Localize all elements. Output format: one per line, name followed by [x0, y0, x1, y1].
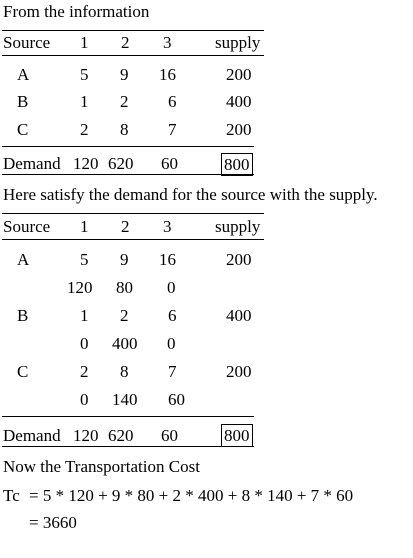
demand-bottom-rule: [2, 174, 254, 175]
header-col-1: 1: [80, 217, 89, 236]
header-source: Source: [3, 33, 51, 52]
demand-total-box: 800: [221, 424, 253, 447]
cost-cell: 5: [80, 250, 89, 269]
header-col-2: 2: [121, 33, 130, 52]
header-col-2: 2: [121, 217, 130, 236]
cost-cell: 16: [159, 65, 176, 84]
header-rule: [2, 55, 264, 56]
cost-cell: 8: [120, 120, 129, 139]
supply-cell: 200: [226, 250, 252, 269]
cost-cell: 6: [168, 92, 177, 111]
header-supply: supply: [215, 217, 261, 236]
header-source: Source: [3, 217, 51, 236]
satisfy-text: Here satisfy the demand for the source with the supply.: [3, 185, 378, 204]
cost-title: Now the Transportation Cost: [3, 457, 200, 476]
allocation-cell: 60: [168, 390, 185, 409]
header-rule: [2, 239, 264, 240]
supply-cell: 200: [226, 362, 252, 381]
row-label: C: [17, 120, 29, 139]
demand-total-box: 800: [221, 153, 253, 176]
cost-cell: 9: [120, 250, 129, 269]
allocation-cell: 0: [80, 390, 89, 409]
header-supply: supply: [215, 33, 261, 52]
demand-cell: 60: [161, 154, 178, 173]
demand-bottom-rule: [2, 446, 254, 447]
intro-text: From the information: [3, 2, 150, 21]
supply-cell: 400: [226, 92, 252, 111]
cost-label: Tc: [3, 486, 20, 505]
cost-cell: 9: [120, 65, 129, 84]
supply-cell: 200: [226, 65, 252, 84]
cost-cell: 16: [159, 250, 176, 269]
cost-cell: 1: [80, 306, 89, 325]
cost-cell: 6: [168, 306, 177, 325]
cost-cell: 2: [80, 362, 89, 381]
cost-cell: 7: [168, 362, 177, 381]
allocation-cell: 80: [116, 278, 133, 297]
allocation-cell: 0: [167, 278, 176, 297]
row-label: A: [17, 250, 30, 269]
allocation-cell: 0: [167, 334, 176, 353]
supply-cell: 400: [226, 306, 252, 325]
demand-cell: 620: [108, 426, 134, 445]
demand-cell: 60: [161, 426, 178, 445]
table-top-rule: [2, 213, 264, 214]
row-label: C: [17, 362, 29, 381]
cost-expression: = 5 * 120 + 9 * 80 + 2 * 400 + 8 * 140 + 7 * 60: [29, 486, 354, 505]
cost-cell: 2: [80, 120, 89, 139]
allocation-cell: 120: [67, 278, 93, 297]
header-col-1: 1: [80, 33, 89, 52]
demand-top-rule: [2, 416, 254, 417]
demand-label: Demand: [3, 154, 61, 173]
cost-cell: 2: [120, 92, 129, 111]
supply-cell: 200: [226, 120, 252, 139]
cost-cell: 5: [80, 65, 89, 84]
demand-top-rule: [2, 146, 254, 147]
cost-cell: 7: [168, 120, 177, 139]
cost-cell: 8: [120, 362, 129, 381]
cost-result: = 3660: [29, 513, 77, 532]
allocation-cell: 400: [112, 334, 138, 353]
row-label: B: [17, 92, 29, 111]
cost-cell: 1: [80, 92, 89, 111]
table-top-rule: [2, 30, 264, 31]
allocation-cell: 0: [80, 334, 89, 353]
demand-cell: 120: [73, 154, 99, 173]
cost-cell: 2: [120, 306, 129, 325]
allocation-cell: 140: [112, 390, 138, 409]
row-label: A: [17, 65, 30, 84]
demand-cell: 120: [73, 426, 99, 445]
row-label: B: [17, 306, 29, 325]
demand-cell: 620: [108, 154, 134, 173]
header-col-3: 3: [163, 217, 172, 236]
header-col-3: 3: [163, 33, 172, 52]
demand-label: Demand: [3, 426, 61, 445]
